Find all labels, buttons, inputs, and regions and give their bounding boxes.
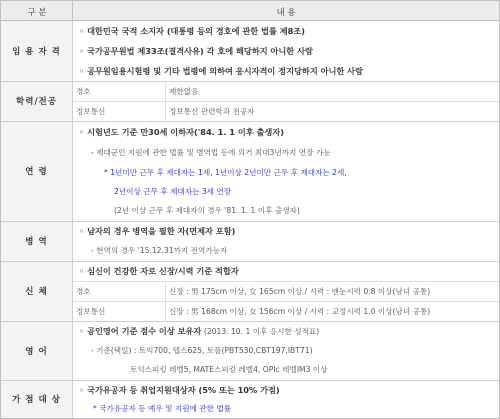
english-main-line: [79, 326, 319, 337]
label-disqualification: 임 용 자 격: [1, 21, 73, 81]
physical-main: ◦ 심신이 건강한 자로 신장/시력 기준 적합자: [79, 266, 239, 276]
education-sub-name-1: 경호: [76, 87, 91, 96]
label-english: 영 어: [1, 321, 73, 380]
disqualification-line-3: ◦ 공무원임용시험령 및 기타 법령에 의하여 응시자격이 정지당하지 아니한 사람: [79, 66, 363, 76]
label-age: 연 령: [1, 121, 73, 221]
english-main: ◦ 공인영어 기준 점수 이상 보유자: [79, 326, 202, 336]
age-blue-2: 2년이상 근무 후 제대자는 3세 연장: [114, 187, 232, 196]
physical-sub-text-1: 신장 : 男 175cm 이상, 女 165cm 이상 / 시력 : 맨눈시력 0.8 이상(남녀 공통): [169, 287, 431, 296]
bonus-note: * 국가유공자 등 예우 및 지원에 관한 법률: [93, 404, 232, 413]
education-sub-name-2: 정보통신: [76, 107, 106, 116]
age-main: ◦ 시험년도 기준 만30세 이하자('84. 1. 1 이후 출생자): [79, 127, 284, 137]
table-header: [1, 1, 499, 21]
disqualification-line-1: ◦ 대한민국 국적 소지자 (대통령 등의 경호에 관한 법률 제8조): [79, 26, 305, 36]
header-category: 구 분: [27, 8, 47, 18]
header-content: 내 용: [276, 8, 296, 18]
age-example: (2년 이상 근무 후 제대자의 경우 '81. 1. 1 이후 출생자): [114, 206, 300, 215]
military-note: - 현역의 경우 '15.12.31까지 전역가능자: [91, 246, 228, 255]
label-education: 학력/전공: [1, 81, 73, 121]
physical-sub-name-2: 정보통신: [76, 307, 106, 316]
disqualification-line-2: ◦ 국가공무원법 제33조(결격사유) 각 호에 해당하지 아니한 사람: [79, 46, 313, 56]
english-line-2: 토익스피킹 레벨5, MATE스피킹 레벨4, OPIc 레벨IM3 이상: [130, 365, 328, 374]
english-line-1: - 기준(택일) : 토익700, 텝스625, 토플(PBT530,CBT197,IBT71): [91, 346, 313, 355]
education-sub-text-2: 정보통신 관련학과 전공자: [169, 107, 255, 116]
english-main-note: (2013. 10. 1 이후 응시한 성적표): [203, 327, 320, 336]
label-military: 병 역: [1, 221, 73, 261]
bonus-main: ◦ 국가유공자 등 취업지원대상자 (5% 또는 10% 가점): [79, 385, 280, 395]
label-physical: 신 체: [1, 261, 73, 321]
military-main: ◦ 남자의 경우 병역을 필한 자(면제자 포함): [79, 226, 236, 236]
age-note: - 제대군인 지원에 관한 법률 및 병역법 등에 의거 최대3년까지 연장 가능: [91, 148, 331, 157]
age-blue-1: * 1년미만 근무 후 제대자는 1세, 1년이상 2년미만 근무 후 제대자는 2세,: [104, 168, 347, 177]
physical-sub-name-1: 경호: [76, 287, 91, 296]
education-sub-text-1: 제한없음: [169, 87, 199, 96]
label-bonus: 가 점 대 상: [1, 380, 73, 418]
physical-sub-text-2: 신장 : 男 168cm 이상, 女 156cm 이상 / 시력 : 교정시력 1.0 이상(남녀 공통): [169, 307, 431, 316]
